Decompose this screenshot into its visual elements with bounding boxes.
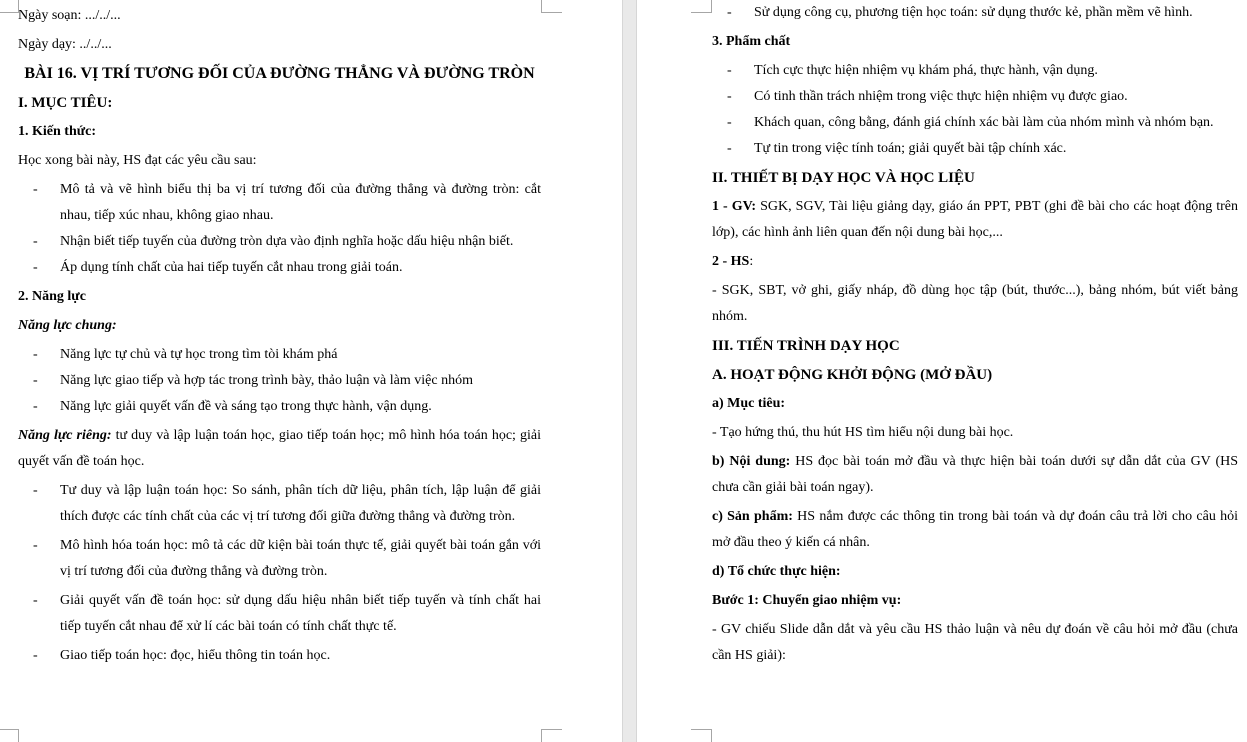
specific-competency-paragraph [18,423,541,475]
document-page-right[interactable] [637,0,1247,742]
san-pham-lead: c) Sản phẩm: [712,509,793,524]
bullet-marker: - [33,648,38,663]
list-item [712,0,1238,26]
heading-buoc-1: Bước 1: Chuyển giao nhiệm vụ: [712,593,902,608]
heading-kien-thuc: 1. Kiến thức: [18,124,97,139]
list-item [712,110,1238,136]
page-left-text-area [18,0,541,672]
list-item [18,229,541,255]
bullet-marker: - [33,399,38,414]
list-item [18,255,541,281]
gv-text: SGK, SGV, Tài liệu giảng dạy, giáo án PPT, PBT (ghi đề bài cho các hoạt động trên lớp), các hình ảnh liên quan đến nội dung bài học,... [712,199,1238,240]
bullet-marker: - [727,115,732,130]
list-item-text: Tư duy và lập luận toán học: So sánh, phân tích dữ liệu, phân tích, lập luận để giải thích được các tính chất của các vị trí tương đối giữa đường thẳng và đường tròn. [60,483,541,524]
date-taught-line: Ngày dạy: ../../... [18,37,112,52]
list-item [18,588,541,640]
page-gap-divider [622,0,637,742]
noi-dung-lead: b) Nội dung: [712,454,791,469]
crop-mark-bottom-left-page-left [0,729,19,742]
list-item-text: Năng lực tự chủ và tự học trong tìm tòi khám phá [60,347,338,362]
hs-paragraph [712,249,1238,275]
heading-nang-luc-chung: Năng lực chung: [18,318,117,333]
list-item-text: Giải quyết vấn đề toán học: sử dụng dấu hiệu nhân biết tiếp tuyến và tính chất hai tiếp tuyến cắt nhau để xử lí các bài toán có tính chất thực tế. [60,593,541,634]
list-item [18,368,541,394]
list-item [712,84,1238,110]
list-item-text: Mô hình hóa toán học: mô tả các dữ kiện bài toán thực tế, giải quyết bài toán gắn với vị trí tương đối của đường thẳng và đường tròn. [60,538,541,579]
hs-items-paragraph: - SGK, SBT, vở ghi, giấy nháp, đồ dùng học tập (bút, thước...), bảng nhóm, bút viết bảng nhóm. [712,283,1238,324]
bullet-marker: - [33,483,38,498]
specific-competency-text: tư duy và lập luận toán học, giao tiếp toán học; mô hình hóa toán học; giải quyết vấn đề toán học. [18,428,542,469]
list-item-text: Sử dụng công cụ, phương tiện học toán: sử dụng thước kẻ, phần mềm vẽ hình. [754,5,1193,20]
list-item-text: Giao tiếp toán học: đọc, hiểu thông tin toán học. [60,648,331,663]
noi-dung-paragraph [712,449,1238,501]
list-item [18,342,541,368]
list-item-text: Áp dụng tính chất của hai tiếp tuyến cắt nhau trong giải toán. [60,260,403,275]
heading-to-chuc: d) Tổ chức thực hiện: [712,564,841,579]
heading-muc-tieu: I. MỤC TIÊU: [18,95,113,111]
page-right-text-area [712,0,1238,672]
bullet-marker: - [727,63,732,78]
list-item-text: Khách quan, công bằng, đánh giá chính xác bài làm của nhóm mình và nhóm bạn. [754,115,1214,130]
list-item [18,643,541,669]
specific-competency-lead: Năng lực riêng: [18,428,112,443]
list-item [18,478,541,530]
heading-thiet-bi: II. THIẾT BỊ DẠY HỌC VÀ HỌC LIỆU [712,170,975,186]
gv-paragraph [712,194,1238,246]
heading-muc-tieu-a: a) Mục tiêu: [712,396,786,411]
bullet-marker: - [33,347,38,362]
bullet-marker: - [727,5,732,20]
crop-mark-top-left-page-right [691,0,712,13]
bullet-marker: - [33,538,38,553]
heading-nang-luc: 2. Năng lực [18,289,86,304]
crop-mark-bottom-left-page-right [691,729,712,742]
crop-mark-bottom-right-page-left [541,729,562,742]
list-item-text: Mô tả và vẽ hình biểu thị ba vị trí tương đối của đường thẳng và đường tròn: cắt nhau, tiếp xúc nhau, không giao nhau. [60,182,541,223]
list-item [18,177,541,229]
bullet-marker: - [727,141,732,156]
list-item-text: Nhận biết tiếp tuyến của đường tròn dựa vào định nghĩa hoặc dấu hiệu nhận biết. [60,234,514,249]
hs-colon: : [749,254,754,269]
document-page-left[interactable] [0,0,622,742]
list-item [18,394,541,420]
bullet-marker: - [33,182,38,197]
heading-tien-trinh: III. TIẾN TRÌNH DẠY HỌC [712,338,900,354]
noi-dung-text: HS đọc bài toán mở đầu và thực hiện bài toán dưới sự dẫn dắt của GV (HS chưa cần giải bài toán ngay). [712,454,1239,495]
crop-mark-top-right-page-left [541,0,562,13]
heading-hoat-dong-a: A. HOẠT ĐỘNG KHỞI ĐỘNG (MỞ ĐẦU) [712,367,993,383]
buoc-1-text: - GV chiếu Slide dẫn dắt và yêu cầu HS thảo luận và nêu dự đoán về câu hỏi mở đầu (chưa cần HS giải): [712,622,1238,663]
muc-tieu-text: - Tạo hứng thú, thu hút HS tìm hiểu nội dung bài học. [712,425,1014,440]
bullet-marker: - [33,234,38,249]
list-item-text: Có tinh thần trách nhiệm trong việc thực hiện nhiệm vụ được giao. [754,89,1128,104]
list-item-text: Tích cực thực hiện nhiệm vụ khám phá, thực hành, vận dụng. [754,63,1098,78]
list-item-text: Năng lực giải quyết vấn đề và sáng tạo trong thực hành, vận dụng. [60,399,432,414]
heading-pham-chat: 3. Phẩm chất [712,34,791,49]
bullet-marker: - [33,260,38,275]
san-pham-paragraph [712,504,1238,556]
list-item-text: Tự tin trong việc tính toán; giải quyết bài tập chính xác. [754,141,1067,156]
list-item [712,58,1238,84]
list-item [712,136,1238,162]
knowledge-intro: Học xong bài này, HS đạt các yêu cầu sau: [18,153,257,168]
list-item-text: Năng lực giao tiếp và hợp tác trong trình bày, thảo luận và làm việc nhóm [60,373,473,388]
lesson-title: BÀI 16. VỊ TRÍ TƯƠNG ĐỐI CỦA ĐƯỜNG THẲNG VÀ ĐƯỜNG TRÒN [24,65,535,82]
hs-lead: 2 - HS [712,254,750,269]
gv-lead: 1 - GV: [712,199,757,214]
list-item [18,533,541,585]
bullet-marker: - [33,593,38,608]
date-composed-line: Ngày soạn: .../../... [18,8,121,23]
bullet-marker: - [33,373,38,388]
san-pham-text: HS nắm được các thông tin trong bài toán và dự đoán câu trả lời cho câu hỏi mở đầu theo ý kiến cá nhân. [712,509,1238,550]
bullet-marker: - [727,89,732,104]
crop-mark-top-left-page-left [0,0,19,13]
